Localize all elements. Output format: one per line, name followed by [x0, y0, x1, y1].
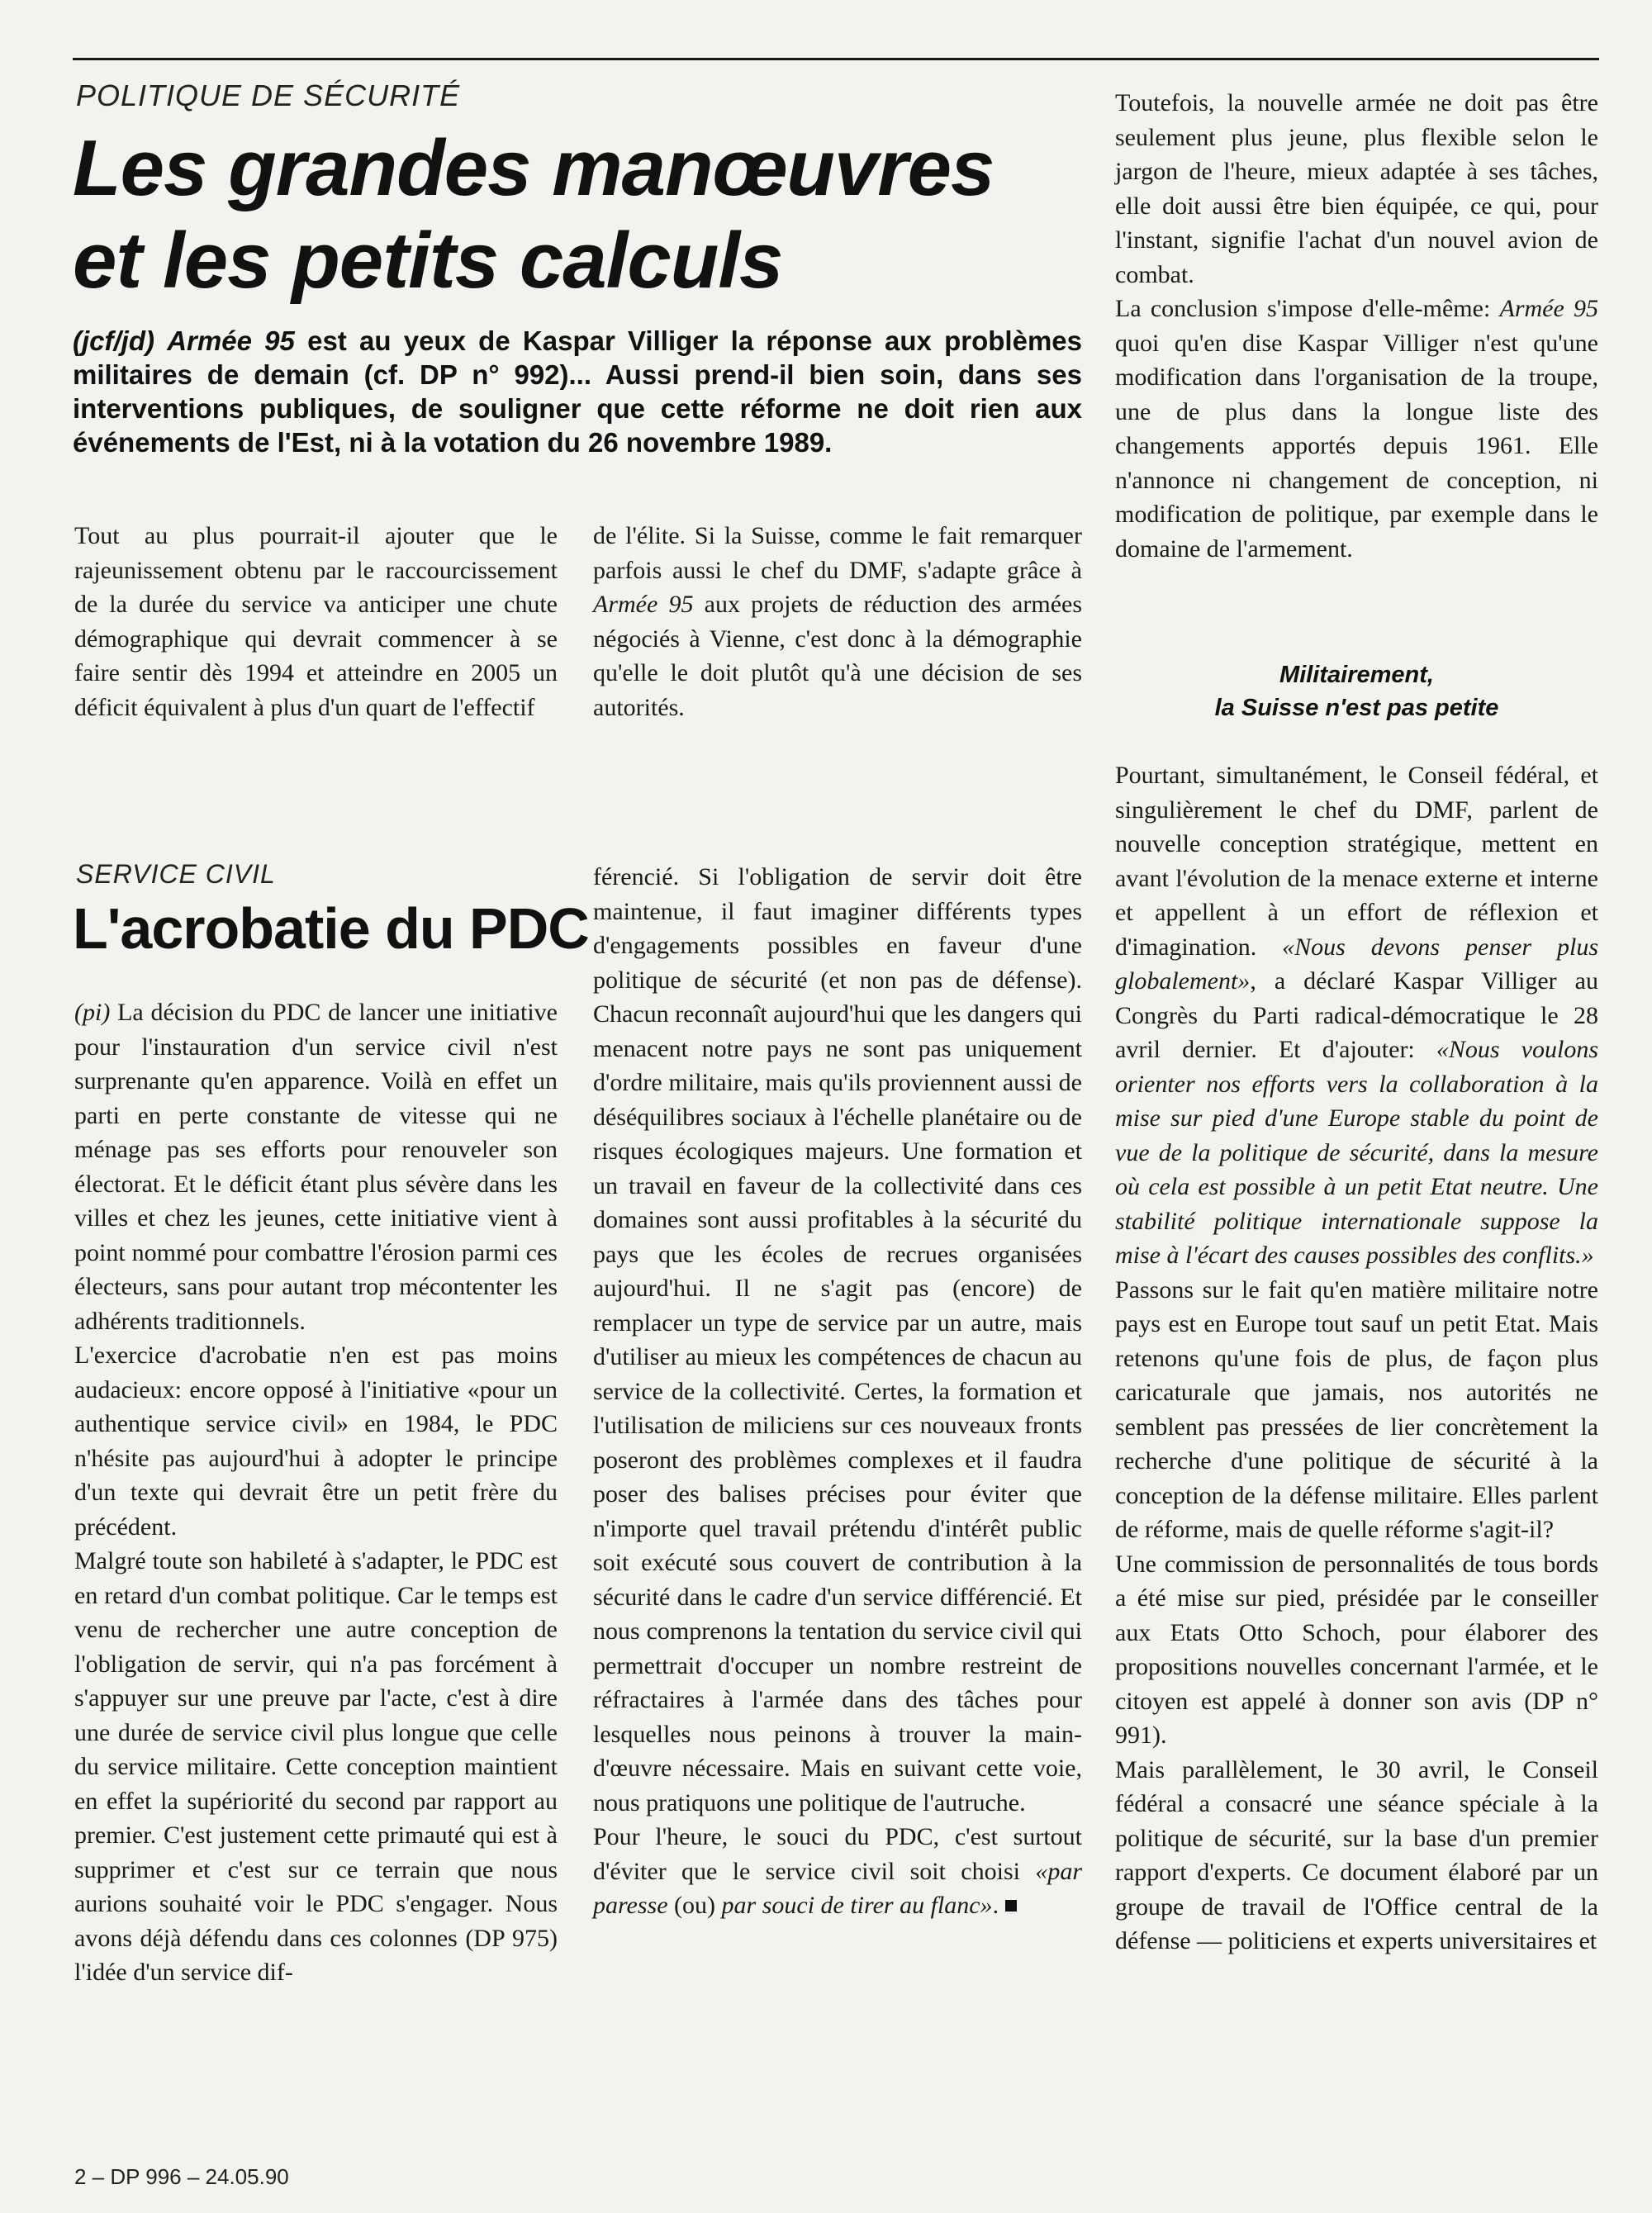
article1-col3-p2: La conclusion s'impose d'elle-même: Armée 95 quoi qu'en dise Kaspar Villiger n'est qu'une modification dans l'organisation de la troupe, une de plus dans la longue liste des changements apportés depuis 1961. Elle n'annonce ni changement de conception, ni modification de politique, par exemple dans le domaine de l'armement.: [1115, 295, 1598, 563]
article1-title-line1: Les grandes manœuvres: [73, 124, 995, 212]
article1-col1: [74, 519, 558, 724]
article2-p5: Pour l'heure, le souci du PDC, c'est surtout d'éviter que le service civil soit choisi «par paresse (ou) par souci de tirer au flanc».: [593, 1823, 1082, 1919]
article1-title-line2: et les petits calculs: [73, 216, 783, 305]
article2-p4: férencié. Si l'obligation de servir doit être maintenue, il faut imaginer différents types d'engagements possibles en faveur d'une politique de sécurité (et non pas de défense). Chacun reconnaît aujourd'hui que les dangers qui menacent notre pays ne sont pas uniquement d'ordre militaire, mais qu'ils proviennent aussi de déséquilibres sociaux à l'échelle planétaire ou de risques écologiques majeurs. Une formation et un travail en faveur de la collectivité dans ces domaines sont aussi profitables à la sécurité du pays que les écoles de recrues organisées aujourd'hui. Il ne s'agit pas (encore) de remplacer un type de service par un autre, mais d'utiliser au mieux les compétences de chacun au service de la collectivité. Certes, la formation et l'utilisation de miliciens sur ces nouveaux fronts poseront des problèmes complexes et il faudra poser des balises précises pour éviter que n'importe quel travail prétendu d'intérêt public soit exécuté sous couvert de contribution à la sécurité dans le cadre d'un service différencié. Et nous comprenons la tentation du service civil qui permettrait d'occuper un nombre restreint de réfractaires à l'armée dans des tâches pour lesquelles nous peinons à trouver la main-d'œuvre nécessaire. Mais en suivant cette voie, nous pratiquons une politique de l'autruche.: [593, 863, 1082, 1816]
article1-col3-p6: Mais parallèlement, le 30 avril, le Conseil fédéral a consacré une séance spéciale à la politique de sécurité, sur la base d'un premier rapport d'experts. Ce document élaboré par un groupe de travail de l'Office central de la défense — politiciens et experts universitaires et: [1115, 1755, 1598, 1954]
article1-title: [73, 122, 1064, 307]
article2-title: L'acrobatie du PDC: [73, 896, 589, 961]
article1-lead-em: Armée 95: [167, 325, 295, 356]
article1-kicker: POLITIQUE DE SÉCURITÉ: [76, 78, 461, 112]
article1-col3-p4: Passons sur le fait qu'en matière militaire notre pays est en Europe tout sauf un petit Etat. Mais retenons qu'une fois de plus, de façon plus caricaturale que jamais, nos autorités ne semblent pas pressées de lier concrètement la recherche d'une politique de sécurité à la conception de la défense militaire. Elles parlent de réforme, mais de quelle réforme s'agit-il?: [1115, 1275, 1598, 1543]
article2-p3: Malgré toute son habileté à s'adapter, le PDC est en retard d'un combat politique. Car le temps est venu de rechercher une autre conception de l'obligation de servir, qui n'a pas forcément à s'appuyer sur une preuve par l'acte, c'est à dire une durée de service civil plus longue que celle du service militaire. Cette conception maintient en effet la supériorité du second par rapport au premier. C'est justement cette primauté qui est à supprimer et c'est sur ce terrain que nous aurions souhaité voir le PDC s'engager. Nous avons déjà défendu dans ces colonnes (DP 975) l'idée d'un service dif-: [74, 1547, 558, 1986]
article2-col1: [74, 995, 558, 1990]
top-rule: [73, 58, 1599, 60]
article2-p1: (pi) La décision du PDC de lancer une initiative pour l'instauration d'un service civil n'est surprenante qu'en apparence. Voilà en effet un parti en perte constante de vitesse qui ne ménage pas ses efforts pour renouveler son électorat. Et le déficit étant plus sévère dans les villes et chez les jeunes, cette initiative vient à point nommé pour combattre l'érosion parmi ces électeurs, sans pour autant trop mécontenter les adhérents traditionnels.: [74, 999, 558, 1335]
end-of-article-square: [1005, 1900, 1017, 1911]
article1-col3-bottom: [1115, 758, 1598, 1959]
article1-col3-p5: Une commission de personnalités de tous bords a été mise sur pied, présidée par le conseiller aux Etats Otto Schoch, pour élaborer des propositions nouvelles concernant l'armée, et le citoyen est appelé à donner son avis (DP n° 991).: [1115, 1550, 1598, 1749]
article1-lead-text: est au yeux de Kaspar Villiger la réponse aux problèmes militaires de demain (cf. DP n° 992)... Aussi prend-il bien soin, dans ses interventions publiques, de souligner que cette réforme ne doit rien aux événements de l'Est, ni à la votation du 26 novembre 1989.: [73, 325, 1082, 458]
article1-lead: [73, 324, 1082, 459]
article1-col2: [593, 519, 1082, 724]
article1-subhead: Militairement, la Suisse n'est pas petite: [1214, 662, 1499, 721]
article2-p2: L'exercice d'acrobatie n'en est pas moins audacieux: encore opposé à l'initiative «pour un authentique service civil» en 1984, le PDC n'hésite pas aujourd'hui à adopter le principe d'un texte qui devrait être un petit frère du précédent.: [74, 1342, 558, 1541]
article1-col2-text: de l'élite. Si la Suisse, comme le fait remarquer parfois aussi le chef du DMF, s'adapte grâce à Armée 95 aux projets de réduction des armées négociés à Vienne, c'est donc à la démographie qu'elle le doit plutôt qu'à une décision de ses autorités.: [593, 522, 1082, 721]
page-folio: 2 – DP 996 – 24.05.90: [74, 2164, 289, 2189]
article1-col3-p1: Toutefois, la nouvelle armée ne doit pas être seulement plus jeune, plus flexible selon le jargon de l'heure, mieux adaptée à ses tâches, elle doit aussi être bien équipée, ce qui, pour l'instant, signifie l'achat d'un nouvel avion de combat.: [1115, 89, 1598, 288]
article2-col2: [593, 860, 1082, 1923]
article1-col1-text: Tout au plus pourrait-il ajouter que le rajeunissement obtenu par le raccourcissement de la durée du service va anticiper une chute démographique qui devrait commencer à se faire sentir dès 1994 et atteindre en 2005 un déficit équivalent à plus d'un quart de l'effectif: [74, 522, 558, 721]
article1-col3-top: [1115, 86, 1598, 566]
article1-col3-p3: Pourtant, simultanément, le Conseil fédéral, et singulièrement le chef du DMF, parlent de nouvelle conception stratégique, mettent en avant l'évolution de la menace externe et interne et appellent à un effort de réflexion et d'imagination. «Nous devons penser plus globalement», a déclaré Kaspar Villiger au Congrès du Parti radical-démocratique le 28 avril dernier. Et d'ajouter: «Nous voulons orienter nos efforts vers la collaboration à la mise sur pied d'une Europe stable du point de vue de la politique de sécurité, dans la mesure où cela est possible à un petit Etat neutre. Une stabilité politique internationale suppose la mise à l'écart des causes possibles des conflits.»: [1115, 762, 1598, 1269]
article2-kicker: SERVICE CIVIL: [76, 859, 276, 889]
article1-lead-author: (jcf/jd): [73, 325, 154, 356]
